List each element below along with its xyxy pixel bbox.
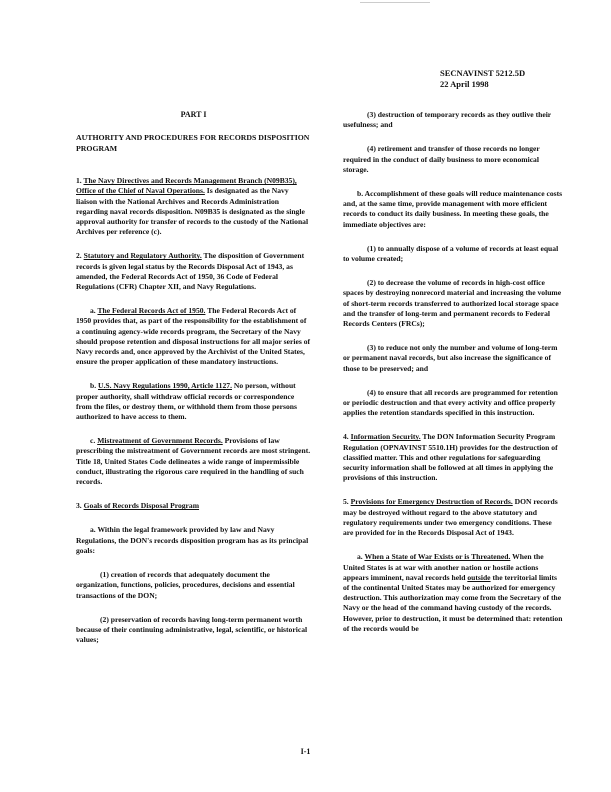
- section-3b-item-1: (1) to annually dispose of a volume of records at least equal to volume created;: [343, 243, 559, 264]
- section-2a-body: The Federal Records Act of 1950 provides that, as part of the responsibility for the establishment of a continuing agency-wide records program, the Secretary of the Navy should propose retention and disposal instructions for all major series of Navy records and, once approved by the Archivist of the United States, ensure the proper application of these mandatory instructions.: [76, 306, 311, 367]
- section-2b-heading: U.S. Navy Regulations 1990, Article 1127.: [98, 381, 232, 391]
- section-1-body: Is designated as the Navy liaison with the National Archives and Records Administration regarding naval records disposition. N09B35 is designated as the single approval authority for transfer of records to the custody of the National Archives per reference (c).: [76, 186, 309, 237]
- section-2a-heading: The Federal Records Act of 1950.: [97, 306, 206, 316]
- section-3b-item-2: (2) to decrease the volume of records in high-cost office spaces by destroying nonrecord material and increasing the volume of short-term records transferred to authorized local storage space and the transfer of long-term and permanent records to Federal Records Centers (FRCs);: [343, 278, 562, 329]
- section-5-heading: Provisions for Emergency Destruction of Records.: [350, 497, 513, 507]
- section-3-heading: Goals of Records Disposal Program: [83, 501, 200, 511]
- section-2c: c. Mistreatment of Government Records. Provisions of law prescribing the mistreatment of Government records are most stringent. Title 18, United States Code delineates a wide range of impermissible conduct, illustrating the rigorous care required in the handling of such records.: [76, 436, 311, 487]
- section-5a-heading: When a State of War Exists or is Threatened.: [364, 552, 511, 562]
- section-5-body: DON records may be destroyed without regard to the above statutory and regulatory requirements under two emergency conditions. These are provided for in the Records Disposal Act of 1943.: [343, 497, 558, 538]
- section-3a-item-4: (4) retirement and transfer of those records no longer required in the conduct of daily business to more economical storage.: [343, 144, 540, 174]
- section-3: 3. Goals of Records Disposal Program: [76, 501, 200, 511]
- left-column: [76, 110, 311, 659]
- scan-artifact: [360, 2, 430, 3]
- section-3a: a. Within the legal framework provided by law and Navy Regulations, the DON's records disposition program has as its principal goals:: [76, 525, 309, 555]
- part-title: AUTHORITY AND PROCEDURES FOR RECORDS DISPOSITION PROGRAM: [76, 133, 310, 154]
- section-3a-item-1: (1) creation of records that adequately document the organization, functions, policies, procedures, decisions and essential transactions of the DON;: [76, 570, 295, 600]
- instruction-number: SECNAVINST 5212.5D: [440, 68, 526, 78]
- section-1-heading: The Navy Directives and Records Management Branch (N09B35), Office of the Chief of Naval Operations.: [76, 176, 297, 196]
- page-number: I-1: [300, 747, 311, 756]
- section-2b: b. U.S. Navy Regulations 1990, Article 1127. No person, without proper authority, shall withdraw official records or correspondence from the files, or destroy them, or withhold them from those persons authorized to have access to them.: [76, 381, 297, 422]
- part-heading: PART I: [180, 110, 207, 119]
- section-3b-item-3: (3) to reduce not only the number and volume of long-term or permanent naval records, but also increase the significance of those to be preserved; and: [343, 343, 558, 373]
- section-3a-item-2: (2) preservation of records having long-term permanent worth because of their continuing administrative, legal, scientific, or historical values;: [76, 614, 308, 645]
- section-2b-body: No person, without proper authority, shall withdraw official records or correspondence from the files, or destroy them, or withhold them from those persons authorized to have access to them.: [76, 381, 297, 422]
- section-3a-item-3: (3) destruction of temporary records as they outlive their usefulness; and: [343, 110, 552, 130]
- section-3b-item-4: (4) to ensure that all records are programmed for retention or periodic destruction and that every activity and office properly applies the retention standards specified in this instruction.: [343, 387, 558, 418]
- section-3b: b. Accomplishment of these goals will reduce maintenance costs and, at the same time, provide management with more efficient records to conduct its daily business. In meeting these goals, the immediate objectives are:: [343, 189, 563, 229]
- section-4: 4. Information Security. The DON Information Security Program Regulation (OPNAVINST 5510.1H) provides for the destruction of classified matter. This and other regulations for safeguarding security information shall be followed at all times in applying the provisions of this instruction.: [343, 432, 558, 483]
- section-5a: a. When a State of War Exists or is Threatened. When the United States is at war with another nation or hostile actions appears imminent, naval records held outside the territorial limits of the continental United States may be authorized for emergency destruction. This authorization may come from the Secretary of the Navy or the head of the command having custody of the records. However, prior to destruction, it must be determined that: retention of the records would be: [343, 552, 563, 633]
- section-2: 2. Statutory and Regulatory Authority. The disposition of Government records is given legal status by the Records Disposal Act of 1943, as amended, the Federal Records Act of 1950, 36 Code of Federal Regulations (CFR) Chapter XII, and Navy Regulations.: [76, 251, 305, 292]
- outside-emphasis: outside: [467, 572, 491, 582]
- section-4-heading: Information Security.: [350, 432, 421, 442]
- section-5: 5. Provisions for Emergency Destruction of Records. DON records may be destroyed without regard to the above statutory and regulatory requirements under two emergency conditions. These are provided for in the Records Disposal Act of 1943.: [343, 497, 558, 538]
- section-1: 1. The Navy Directives and Records Management Branch (N09B35), Office of the Chief of Naval Operations. Is designated as the Navy liaison with the National Archives and Records Administration regarding naval records disposition. N09B35 is designated as the single approval authority for transfer of records to the custody of the National Archives per reference (c).: [76, 176, 309, 237]
- document-header: [440, 68, 590, 90]
- section-2-body: The disposition of Government records is given legal status by the Records Disposal Act of 1943, as amended, the Federal Records Act of 1950, 36 Code of Federal Regulations (CFR) Chapter XII, and Navy Regulations.: [76, 251, 305, 292]
- section-2-heading: Statutory and Regulatory Authority.: [83, 251, 202, 261]
- section-4-body: The DON Information Security Program Regulation (OPNAVINST 5510.1H) provides for the destruction of classified matter. This and other regulations for safeguarding security information shall be followed at all times in applying the provisions of this instruction.: [343, 432, 558, 483]
- section-2c-heading: Mistreatment of Government Records.: [97, 436, 223, 446]
- instruction-date: 22 April 1998: [440, 79, 489, 89]
- section-2a: a. The Federal Records Act of 1950. The Federal Records Act of 1950 provides that, as part of the responsibility for the establishment of a continuing agency-wide records program, the Secretary of the Navy should propose retention and disposal instructions for all major series of Navy records and, once approved by the Archivist of the United States, ensure the proper application of these mandatory instructions.: [76, 306, 311, 367]
- section-2c-body: Provisions of law prescribing the mistreatment of Government records are most stringent. Title 18, United States Code delineates a wide range of impermissible conduct, illustrating the rigorous care required in the handling of such records.: [76, 436, 311, 487]
- right-column: [343, 110, 563, 648]
